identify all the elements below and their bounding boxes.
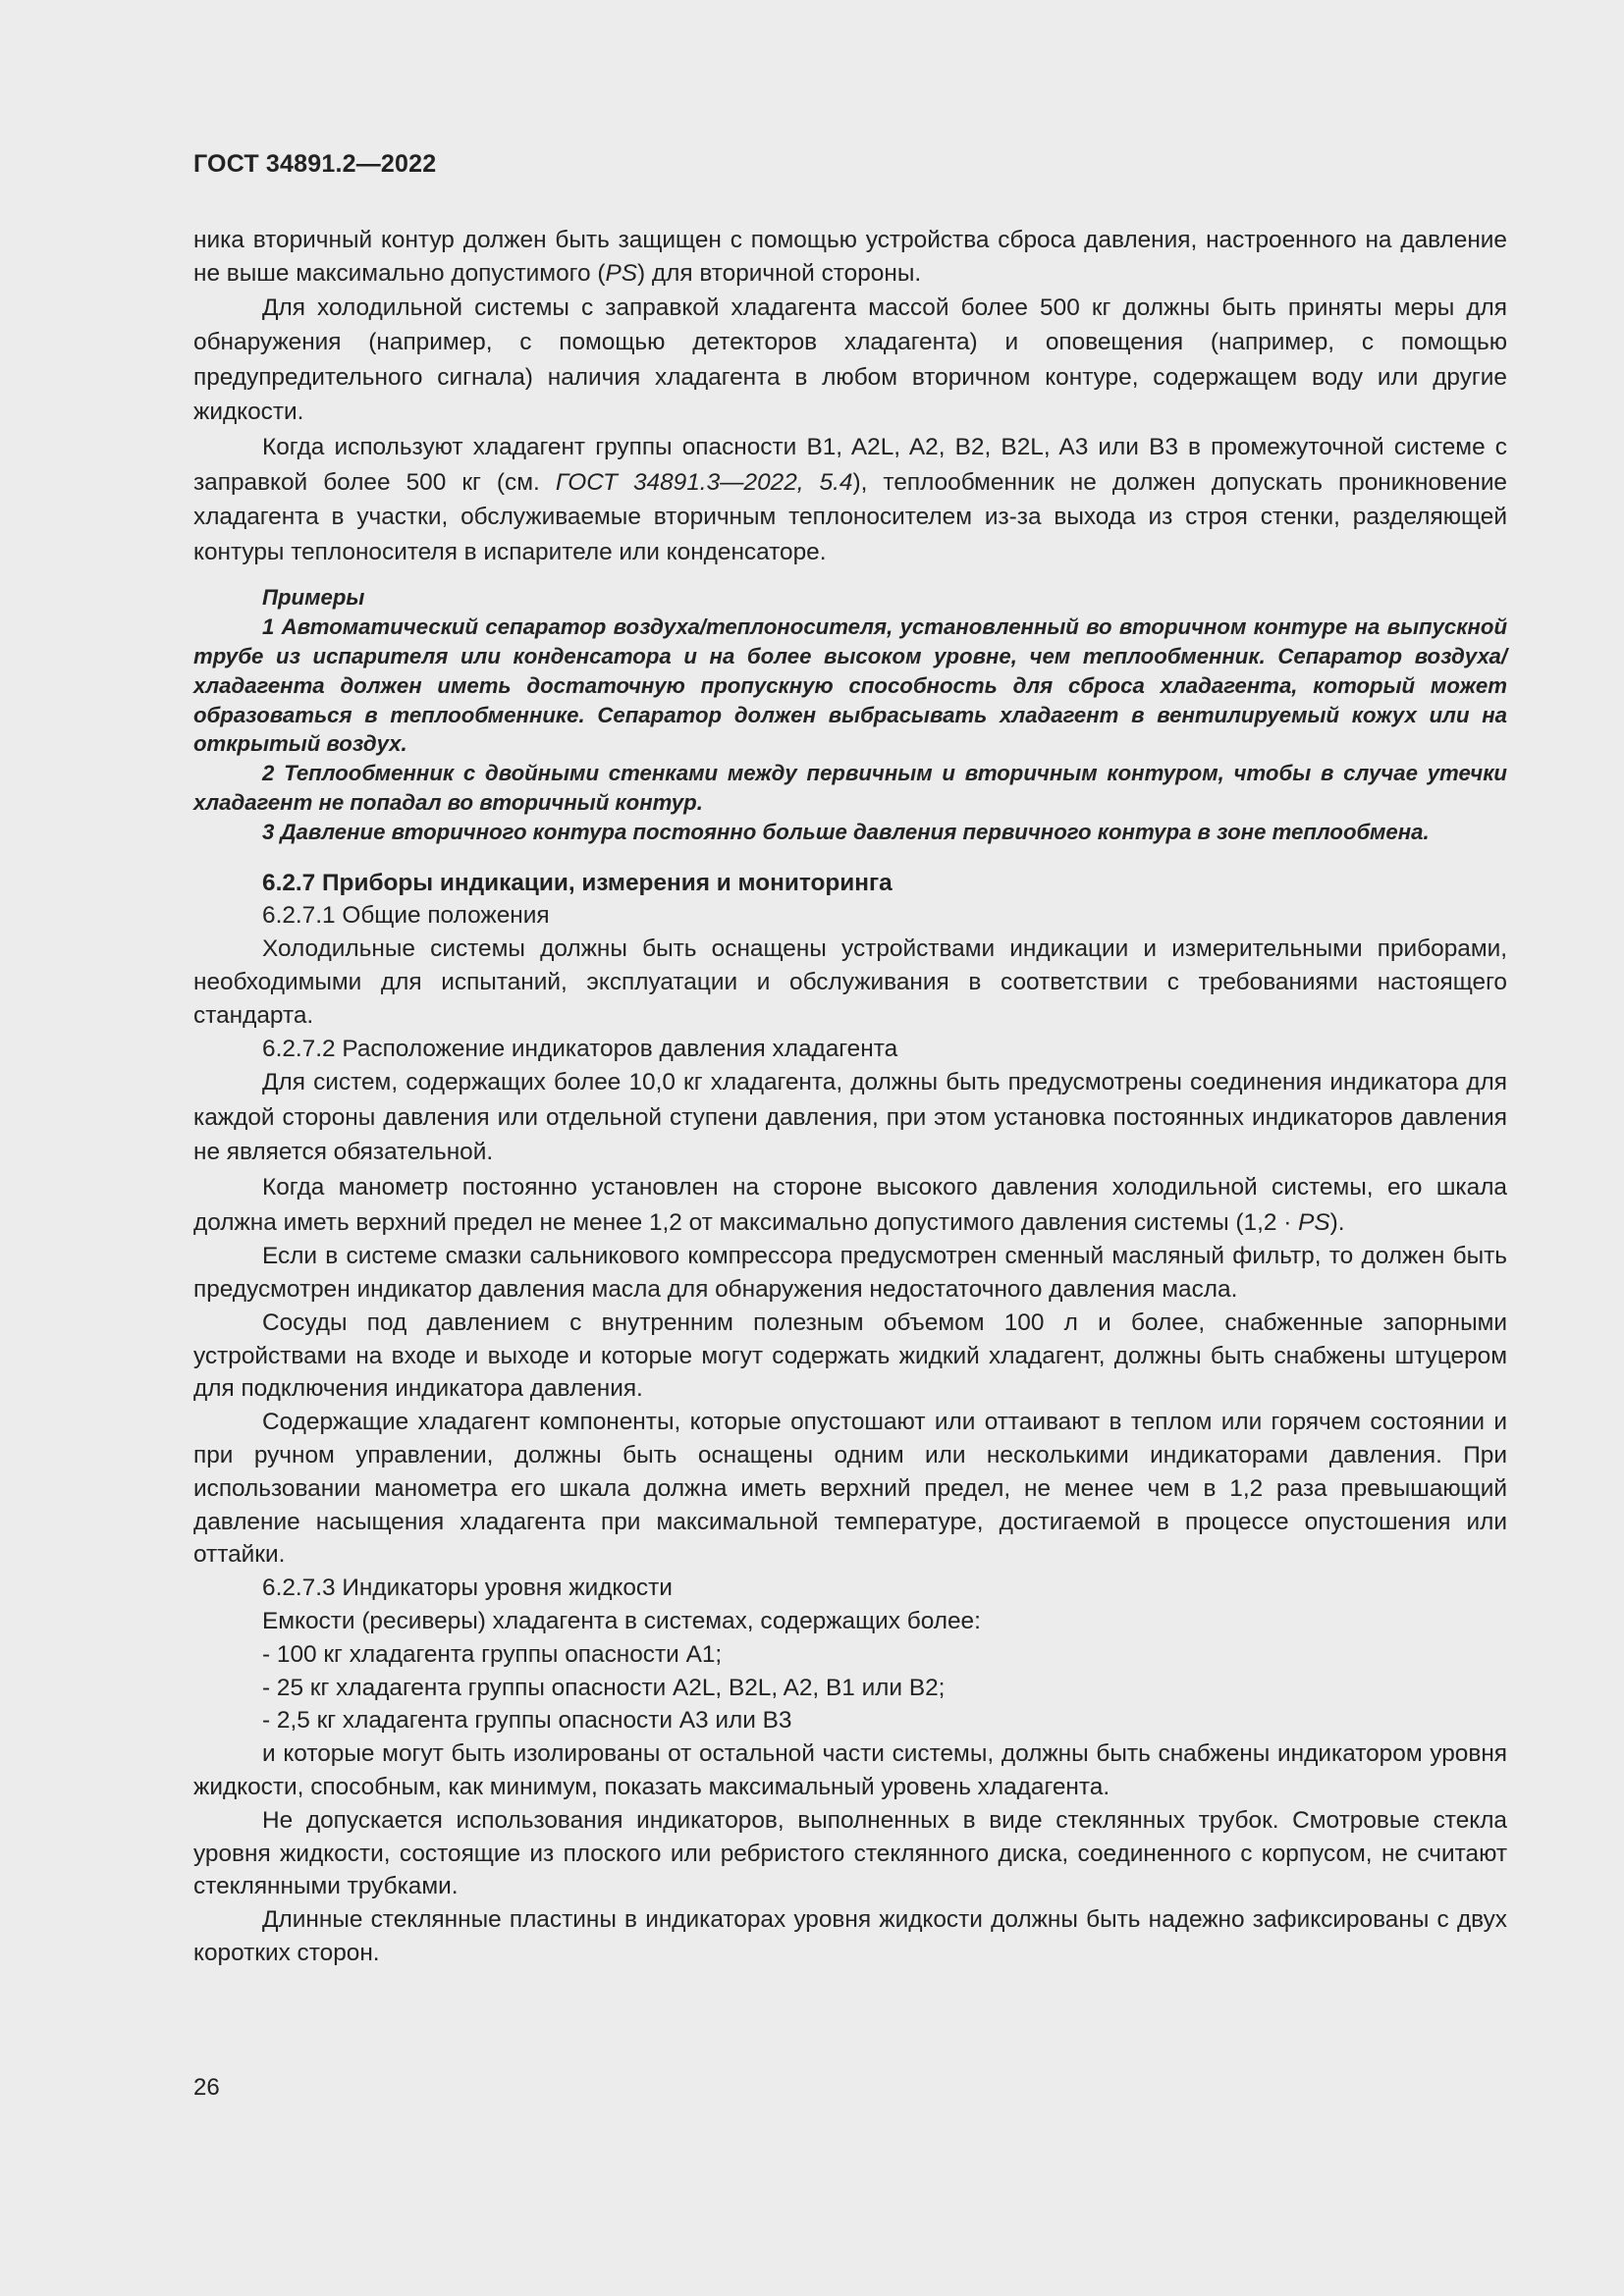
list-item: - 2,5 кг хладагента группы опасности A3 или B3 [262, 1707, 792, 1735]
ps-symbol: PS [605, 259, 638, 287]
subsection-heading-6-2-7-3: 6.2.7.3 Индикаторы уровня жидкости [262, 1575, 673, 1602]
list-item: - 100 кг хладагента группы опасности A1; [262, 1640, 723, 1668]
section-heading-6-2-7: 6.2.7 Приборы индикации, измерения и мониторинга [262, 869, 893, 896]
subsection-heading-6-2-7-1: 6.2.7.1 Общие положения [262, 902, 550, 930]
paragraph-manometer: Когда манометр постоянно установлен на стороне высокого давления холодильной системы, его шкала должна иметь верхний предел не менее 1,2 от максимально допустимого давления системы (1,2 · PS). [193, 1174, 1507, 1236]
document-page [193, 0, 1507, 2296]
example-2: 2 Теплообменник с двойными стенками между первичным и вторичным контуром, чтобы в случае утечки хладагент не попадал во вторичный контур. [193, 761, 1507, 815]
examples-block [193, 583, 1507, 846]
page-number: 26 [193, 2074, 220, 2101]
example-3: 3 Давление вторичного контура постоянно больше давления первичного контура в зоне теплообмена. [262, 819, 1430, 844]
document-header: ГОСТ 34891.2—2022 [193, 150, 437, 178]
paragraph-pressure-vessels: Сосуды под давлением с внутренним полезным объемом 100 л и более, снабженные запорными устройствами на входе и выходе и которые могут содержать жидкий хладагент, должны быть снабжены штуцером для подключения индикатора давления. [193, 1308, 1507, 1403]
list-item: - 25 кг хладагента группы опасности A2L, B2L, A2, B1 или B2; [262, 1674, 946, 1701]
paragraph-oil-filter: Если в системе смазки сальникового компрессора предусмотрен сменный масляный фильтр, то должен быть предусмотрен индикатор давления масла для обнаружения недостаточного давления масла. [193, 1243, 1507, 1304]
paragraph-indicator-connections: Для систем, содержащих более 10,0 кг хладагента, должны быть предусмотрены соединения индикатора для каждой стороны давления или отдельной ступени давления, при этом установка постоянных индикаторов давления не является обязательной. [193, 1069, 1507, 1166]
paragraph-hazard-groups: Когда используют хладагент группы опасности B1, A2L, A2, B2, B2L, A3 или B3 в промежуточной системе с заправкой более 500 кг (см. ГОСТ 34891.3—2022, 5.4), теплообменник не должен допускать проникновение хладагента в участки, обслуживаемые вторичным теплоносителем из-за выхода из строя стенки, разделяющей контуры теплоносителя в испарителе или конденсаторе. [193, 433, 1508, 565]
paragraph-glass-plates: Длинные стеклянные пластины в индикаторах уровня жидкости должны быть надежно зафиксированы с двух коротких сторон. [193, 1906, 1507, 1966]
example-1: 1 Автоматический сепаратор воздуха/теплоносителя, установленный во вторичном контуре на выпускной трубе из испарителя или конденсатора и на более высоком уровне, чем теплообменник. Сепаратор воздуха/хладагента должен иметь достаточную пропускную способность для сброса хладагента, который может образоваться в теплообменнике. Сепаратор должен выбрасывать хладагент в вентилируемый кожух или на открытый воздух. [193, 614, 1507, 757]
document-body [193, 224, 1507, 1970]
paragraph-level-indicator: и которые могут быть изолированы от остальной части системы, должны быть снабжены индикатором уровня жидкости, способным, как минимум, показать максимальный уровень хладагента. [193, 1740, 1507, 1801]
subsection-heading-6-2-7-2: 6.2.7.2 Расположение индикаторов давления хладагента [262, 1035, 898, 1062]
paragraph-receivers-intro: Емкости (ресиверы) хладагента в системах, содержащих более: [262, 1608, 981, 1635]
paragraph-detection: Для холодильной системы с заправкой хладагента массой более 500 кг должны быть приняты меры для обнаружения (например, с помощью детекторов хладагента) и оповещения (например, с помощью предупредительного сигнала) наличия хладагента в любом вторичном контуре, содержащем воду или другие жидкости. [193, 294, 1507, 426]
ps-symbol: PS [1298, 1208, 1330, 1236]
paragraph-glass-tubes: Не допускается использования индикаторов, выполненных в виде стеклянных трубок. Смотровые стекла уровня жидкости, состоящие из плоского или ребристого стеклянного диска, соединенного с корпусом, не считают стеклянными трубками. [193, 1806, 1507, 1900]
examples-title: Примеры [262, 585, 365, 611]
paragraph-secondary-circuit: ника вторичный контур должен быть защищен с помощью устройства сброса давления, настроенного на давление не выше максимально допустимого (PS) для вторичной стороны. [193, 227, 1507, 287]
paragraph-general: Холодильные системы должны быть оснащены устройствами индикации и измерительными приборами, необходимыми для испытаний, эксплуатации и обслуживания в соответствии с требованиями настоящего стандарта. [193, 935, 1507, 1029]
paragraph-defrost-components: Содержащие хладагент компоненты, которые опустошают или оттаивают в теплом или горячем состоянии и при ручном управлении, должны быть оснащены одним или несколькими индикаторами давления. При использовании манометра его шкала должна иметь верхний предел, не менее чем в 1,2 раза превышающий давление насыщения хладагента при максимальной температуре, достигаемой в процессе опустошения или оттайки. [193, 1409, 1507, 1569]
standard-reference: ГОСТ 34891.3—2022, 5.4 [555, 468, 853, 496]
